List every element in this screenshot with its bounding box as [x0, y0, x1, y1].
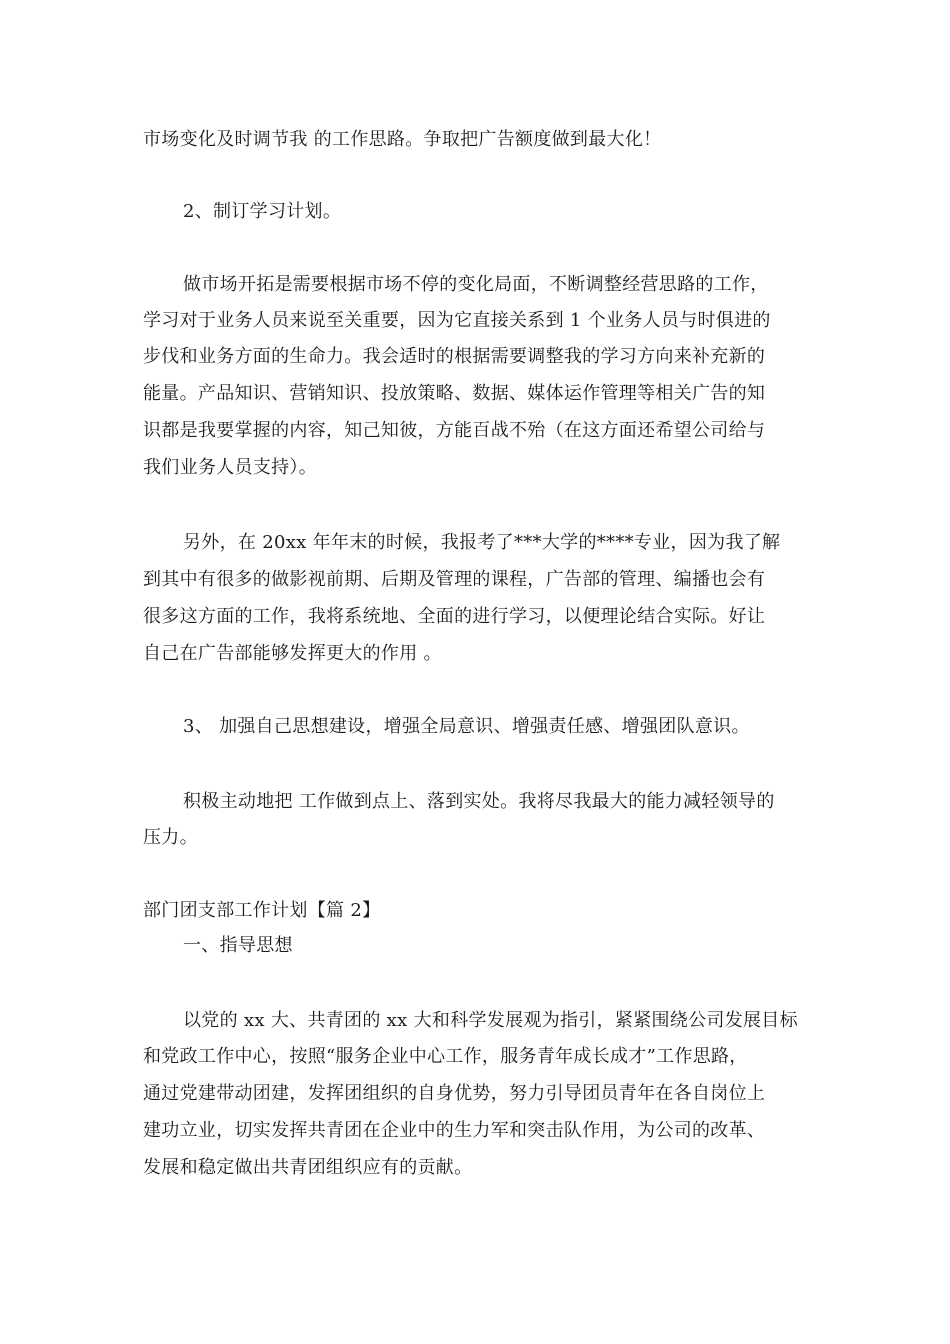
section-heading: 2、制订学习计划。 — [183, 201, 342, 222]
section-heading: 一、指导思想 — [183, 935, 293, 956]
paragraph-line: 识都是我要掌握的内容，知己知彼，方能百战不殆（在这方面还希望公司给与 — [143, 420, 766, 441]
paragraph-line: 和党政工作中心，按照“服务企业中心工作，服务青年成长成才”工作思路， — [143, 1046, 748, 1067]
article-title: 部门团支部工作计划【篇 2】 — [143, 900, 381, 921]
paragraph-line: 发展和稳定做出共青团组织应有的贡献。 — [143, 1157, 473, 1178]
paragraph-line: 到其中有很多的做影视前期、后期及管理的课程，广告部的管理、编播也会有 — [143, 569, 766, 590]
paragraph-line: 做市场开拓是需要根据市场不停的变化局面，不断调整经营思路的工作， — [183, 274, 769, 295]
paragraph-line: 通过党建带动团建，发挥团组织的自身优势，努力引导团员青年在各自岗位上 — [143, 1083, 766, 1104]
paragraph-line: 很多这方面的工作，我将系统地、全面的进行学习，以便理论结合实际。好让 — [143, 606, 766, 627]
paragraph-line: 建功立业，切实发挥共青团在企业中的生力军和突击队作用，为公司的改革、 — [143, 1120, 766, 1141]
paragraph-line: 以党的 xx 大、共青团的 xx 大和科学发展观为指引，紧紧围绕公司发展目标 — [183, 1010, 798, 1031]
paragraph-line: 步伐和业务方面的生命力。我会适时的根据需要调整我的学习方向来补充新的 — [143, 346, 766, 367]
paragraph-line: 学习对于业务人员来说至关重要，因为它直接关系到 1 个业务人员与时俱进的 — [143, 310, 771, 331]
paragraph-line: 积极主动地把 工作做到点上、落到实处。我将尽我最大的能力减轻领导的 — [183, 791, 775, 812]
paragraph-line: 自己在广告部能够发挥更大的作用 。 — [143, 643, 442, 664]
paragraph-line: 压力。 — [143, 827, 198, 848]
paragraph-line: 我们业务人员支持）。 — [143, 457, 317, 478]
paragraph-line: 能量。产品知识、营销知识、投放策略、数据、媒体运作管理等相关广告的知 — [143, 383, 766, 404]
section-heading: 3、 加强自己思想建设，增强全局意识、增强责任感、增强团队意识。 — [183, 716, 750, 737]
paragraph-line: 市场变化及时调节我 的工作思路。争取把广告额度做到最大化！ — [143, 129, 662, 150]
paragraph-line: 另外，在 20xx 年年末的时候，我报考了***大学的****专业，因为我了解 — [183, 532, 781, 553]
